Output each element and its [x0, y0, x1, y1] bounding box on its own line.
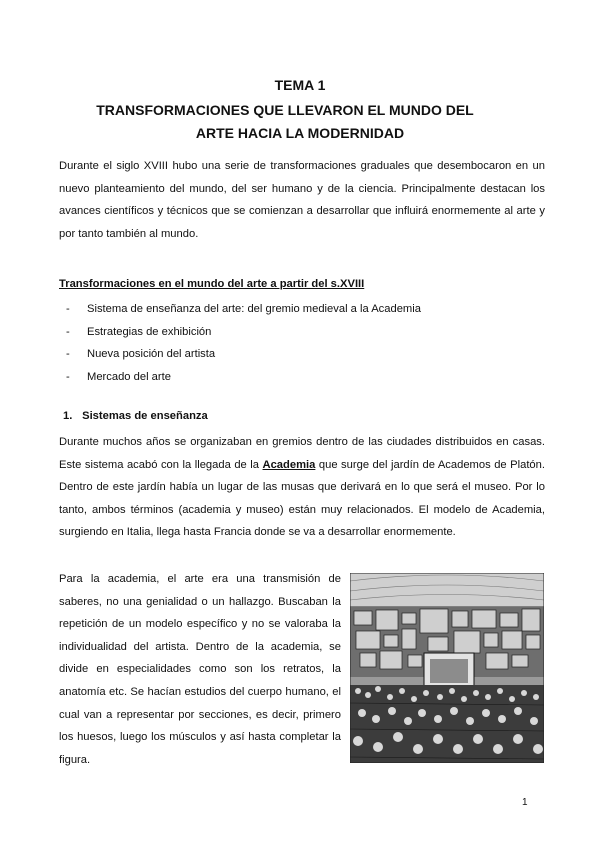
intro-paragraph: Durante el siglo XVIII hubo una serie de transformaciones graduales que desembocaron en un nuevo planteamiento del mundo, del ser humano y de la ciencia. Principalmente destacan los avances científicos y técnicos que se comienzan a desarrollar que influirá enormemente al arte y por tanto también al mundo. [59, 160, 545, 240]
list-item [59, 298, 421, 321]
bullet-dash: - [66, 370, 70, 383]
paragraph-text: Durante muchos años se organizaban en gremios dentro de las ciudades distribuidos en casas. Este sistema acabó con la llegada de la [59, 436, 545, 471]
bullet-dash: - [66, 325, 70, 338]
section-title: Sistemas de enseñanza [82, 410, 208, 422]
bullet-dash: - [66, 303, 70, 315]
academia-keyword: Academia [262, 458, 316, 471]
tema-heading: TEMA 1 [274, 77, 326, 93]
page-number: 1 [522, 797, 528, 808]
list-item-text: Sistema de enseñanza del arte: del gremio medieval a la Academia [87, 303, 421, 315]
list-item [59, 366, 421, 389]
list-item-text: Mercado del arte [87, 370, 171, 383]
section-1-paragraph-2: Para la academia, el arte era una transmisión de saberes, no una genialidad o un hallazgo. Buscaban la repetición de un modelo específico y no se valoraba la individualidad del artista. Dentro de la academia, se divide en especialidades como son los retratos, la anatomía etc. Se hacían estudios del cuerpo humano, el cual van a representar por secciones, es decir, primero los huesos, luego los músculos y así hasta completar la figura. [59, 573, 341, 766]
list-item-text: Estrategias de exhibición [87, 325, 212, 338]
transformaciones-heading: Transformaciones en el mundo del arte a partir del s.XVIII [59, 278, 365, 290]
bullet-dash: - [66, 348, 70, 361]
section-1-paragraph-1 [59, 431, 545, 544]
title-line-2: ARTE HACIA LA MODERNIDAD [195, 125, 405, 141]
paragraph-text: que surge del jardín de Academos de Platón. Dentro de este jardín había un lugar de las musas que derivará en lo que será el museo. Por lo tanto, ambos términos (academia y museo) están muy relacionados. El modelo de Academia, surgiendo en Italia, llega hasta Francia donde se va a desarrollar enormemente. [59, 458, 545, 539]
section-number: 1. [63, 410, 73, 422]
transformaciones-list [59, 298, 421, 388]
section-1-heading [63, 410, 208, 422]
list-item-text: Nueva posición del artista [87, 348, 216, 361]
list-item [59, 321, 421, 344]
title-line-1: TRANSFORMACIONES QUE LLEVARON EL MUNDO DEL [96, 102, 474, 118]
academy-exhibition-engraving [350, 573, 544, 763]
list-item [59, 343, 421, 366]
